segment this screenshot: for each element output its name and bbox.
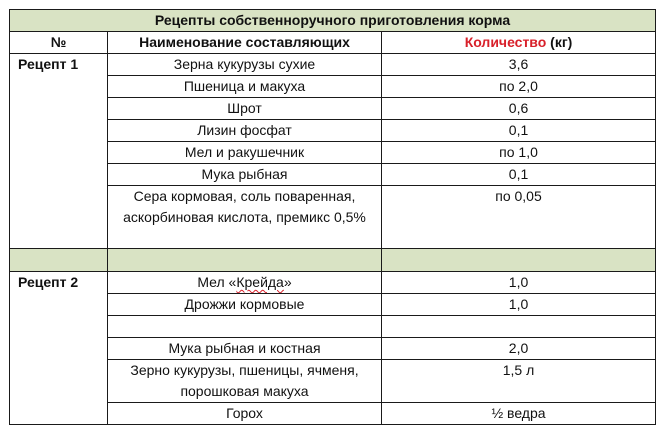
ingredient-name: Зерна кукурузы сухие <box>108 54 382 76</box>
ingredient-name: Зерно кукурузы, пшеницы, ячменя, порошковая макуха <box>108 360 382 403</box>
col-header-name: Наименование составляющих <box>108 32 382 54</box>
ingredient-name: Шрот <box>108 98 382 120</box>
quantity-label: Количество <box>464 34 547 50</box>
ingredient-qty: 1,5 л <box>382 360 656 403</box>
ingredient-name <box>108 272 382 294</box>
ingredient-qty: 1,0 <box>382 294 656 316</box>
ingredient-qty: по 1,0 <box>382 142 656 164</box>
separator-cell <box>382 249 656 272</box>
separator-row <box>10 249 656 272</box>
recipe-sheet <box>9 9 655 425</box>
separator-cell <box>108 249 382 272</box>
quantity-unit: (кг) <box>546 34 573 50</box>
ingredient-qty: по 0,05 <box>382 186 656 249</box>
col-header-number: № <box>10 32 108 54</box>
ingredient-name: Мука рыбная <box>108 164 382 186</box>
ingredient-name: Лизин фосфат <box>108 120 382 142</box>
spellcheck-word: Крейда <box>236 274 284 290</box>
col-header-quantity <box>382 32 656 54</box>
header-row <box>10 32 656 54</box>
mel-prefix: Мел « <box>197 274 237 290</box>
ingredient-qty: 1,0 <box>382 272 656 294</box>
ingredient-name: Дрожжи кормовые <box>108 294 382 316</box>
recipe-2-label: Рецепт 2 <box>10 272 108 425</box>
ingredient-qty: 0,6 <box>382 98 656 120</box>
separator-cell <box>10 249 108 272</box>
table-row <box>10 54 656 76</box>
title-row <box>10 10 656 32</box>
recipe-1-label: Рецепт 1 <box>10 54 108 249</box>
ingredient-name: Пшеница и макуха <box>108 76 382 98</box>
ingredient-qty: 0,1 <box>382 164 656 186</box>
ingredient-qty: 3,6 <box>382 54 656 76</box>
ingredient-qty <box>382 316 656 338</box>
ingredient-qty: по 2,0 <box>382 76 656 98</box>
ingredient-name: Мел и ракушечник <box>108 142 382 164</box>
mel-suffix: » <box>283 274 292 290</box>
ingredient-name: Сера кормовая, соль поваренная, аскорбиновая кислота, премикс 0,5% <box>108 186 382 249</box>
recipe-table <box>9 9 656 425</box>
ingredient-qty: ½ ведра <box>382 403 656 425</box>
ingredient-name: Горох <box>108 403 382 425</box>
ingredient-qty: 0,1 <box>382 120 656 142</box>
table-row <box>10 272 656 294</box>
ingredient-name: Мука рыбная и костная <box>108 338 382 360</box>
ingredient-qty: 2,0 <box>382 338 656 360</box>
table-title: Рецепты собственноручного приготовления корма <box>10 10 656 32</box>
ingredient-name <box>108 316 382 338</box>
